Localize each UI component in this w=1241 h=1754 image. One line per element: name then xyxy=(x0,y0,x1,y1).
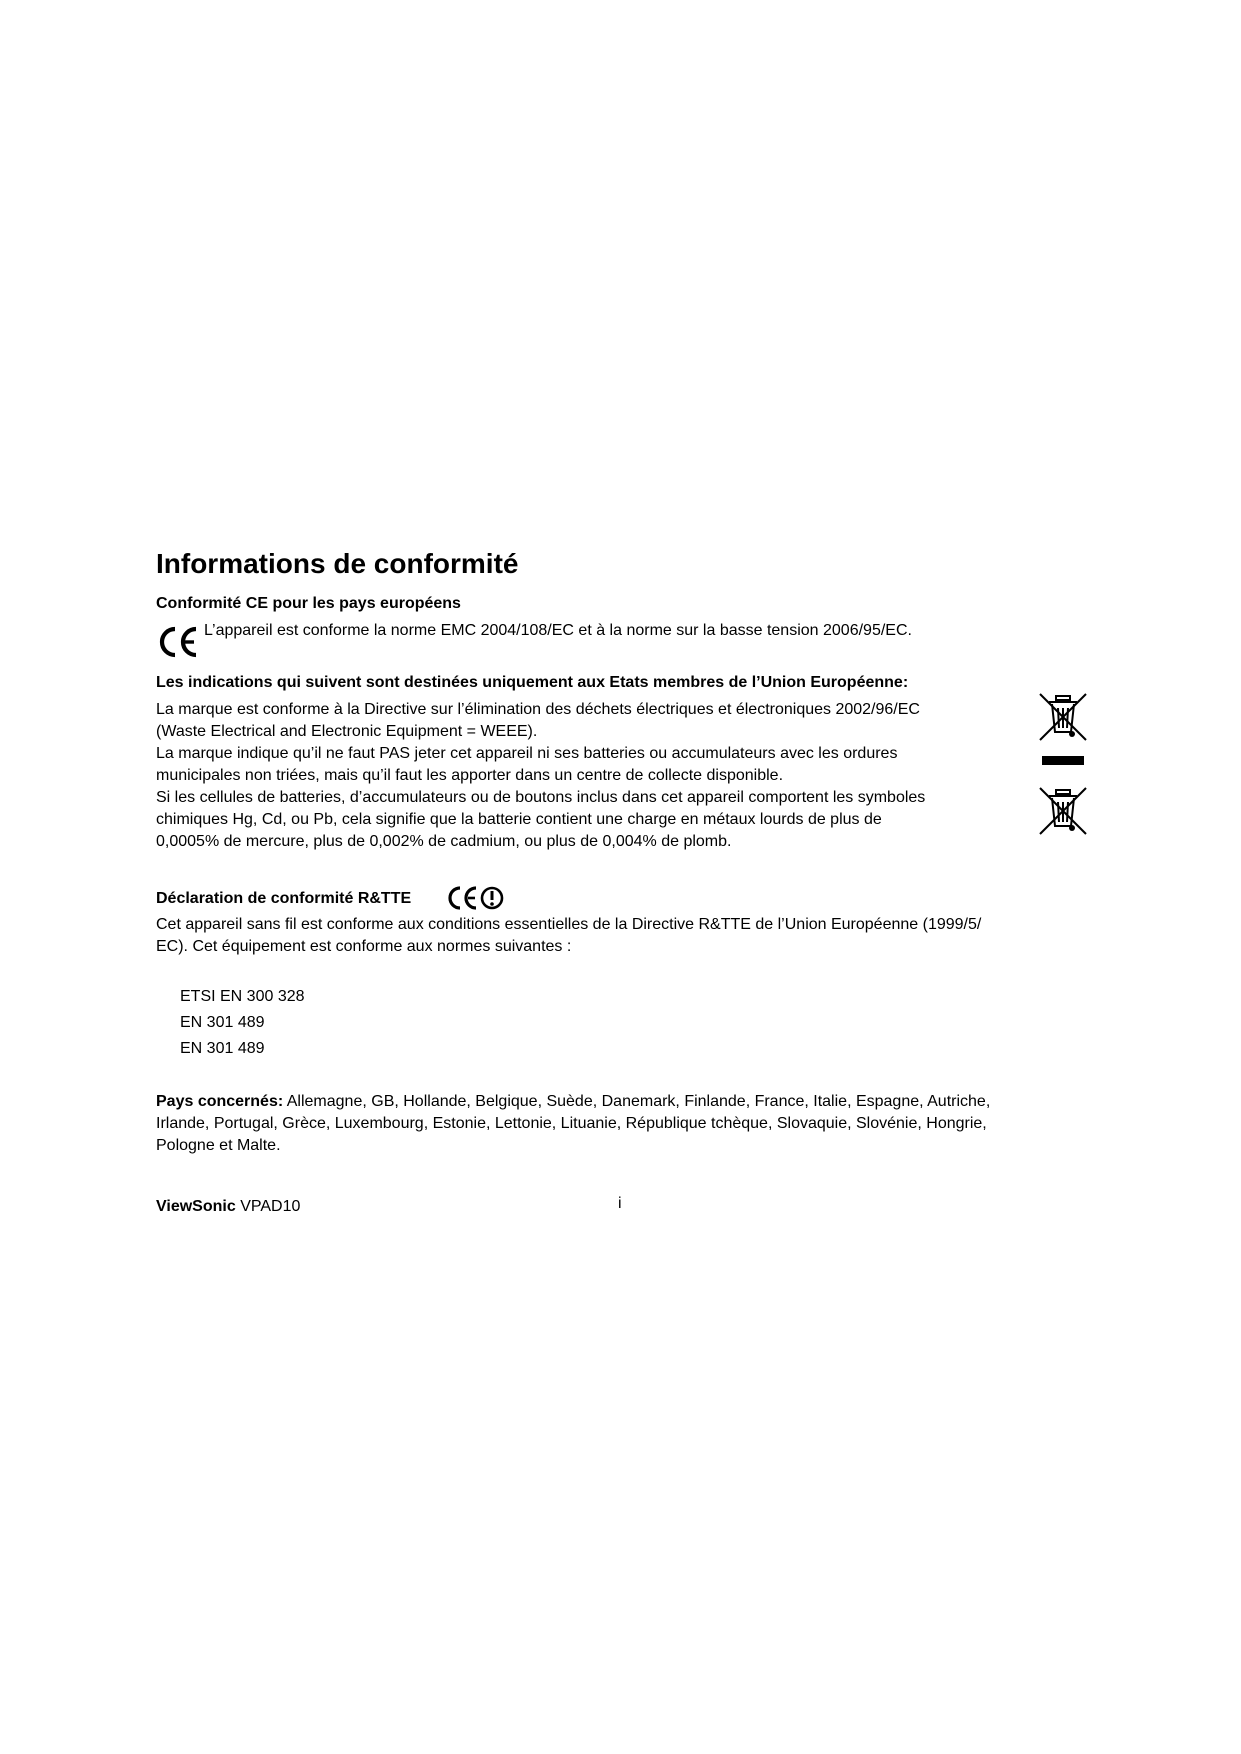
rtte-text-line: Cet appareil sans fil est conforme aux conditions essentielles de la Directive R&TTE de l’Union Européenne (1999/5/ xyxy=(156,916,982,933)
standard-item: ETSI EN 300 328 xyxy=(180,988,305,1005)
eu-text-line: (Waste Electrical and Electronic Equipment = WEEE). xyxy=(156,723,538,740)
page-title: Informations de conformité xyxy=(156,548,519,579)
rtte-section-heading: Déclaration de conformité R&TTE xyxy=(156,890,412,907)
standards-list xyxy=(180,986,305,1060)
eu-section-body xyxy=(156,699,1016,853)
footer-model: VPAD10 xyxy=(240,1198,301,1215)
eu-section-heading: Les indications qui suivent sont destinées uniquement aux Etats membres de l’Union Européenne: xyxy=(156,674,909,691)
footer-brand: ViewSonic xyxy=(156,1198,236,1215)
rtte-section-body xyxy=(156,914,1086,958)
ce-compliance-text: L’appareil est conforme la norme EMC 2004/108/EC et à la norme sur la basse tension 2006/95/EC. xyxy=(204,622,912,639)
eu-text-line: La marque est conforme à la Directive sur l’élimination des déchets électriques et électroniques 2002/96/EC xyxy=(156,701,920,718)
standard-item: EN 301 489 xyxy=(180,1040,265,1057)
eu-text-line: La marque indique qu’il ne faut PAS jeter cet appareil ni ses batteries ou accumulateurs avec les ordures xyxy=(156,745,898,762)
eu-text-line: municipales non triées, mais qu’il faut les apporter dans un centre de collecte disponible. xyxy=(156,767,784,784)
eu-text-line: 0,0005% de mercure, plus de 0,002% de cadmium, ou plus de 0,004% de plomb. xyxy=(156,833,732,850)
eu-text-line: chimiques Hg, Cd, ou Pb, cela signifie que la batterie contient une charge en métaux lourds de plus de xyxy=(156,811,882,828)
page-number: i xyxy=(618,1195,622,1212)
rtte-text-line: EC). Cet équipement est conforme aux normes suivantes : xyxy=(156,938,572,955)
footer-product xyxy=(156,1196,300,1218)
eu-text-line: Si les cellules de batteries, d’accumulateurs ou de boutons inclus dans cet appareil comportent les symboles xyxy=(156,789,926,806)
countries-line: Irlande, Portugal, Grèce, Luxembourg, Estonie, Lettonie, Lituanie, République tchèque, Slovaquie, Slovénie, Hongrie, xyxy=(156,1115,987,1132)
countries-line: Pologne et Malte. xyxy=(156,1137,281,1154)
ce-alert-mark-icon xyxy=(446,885,504,911)
standard-item: EN 301 489 xyxy=(180,1014,265,1031)
crossed-out-wheelie-bin-icon xyxy=(1036,784,1090,838)
countries-line: Allemagne, GB, Hollande, Belgique, Suède, Danemark, Finlande, France, Italie, Espagne, Autriche, xyxy=(286,1093,991,1110)
countries-block xyxy=(156,1091,1086,1157)
crossed-out-wheelie-bin-icon xyxy=(1036,690,1090,744)
ce-mark-icon xyxy=(155,625,199,659)
ce-section-heading: Conformité CE pour les pays européens xyxy=(156,595,461,612)
countries-label: Pays concernés: xyxy=(156,1093,284,1110)
weee-separator-bar xyxy=(1042,756,1084,765)
